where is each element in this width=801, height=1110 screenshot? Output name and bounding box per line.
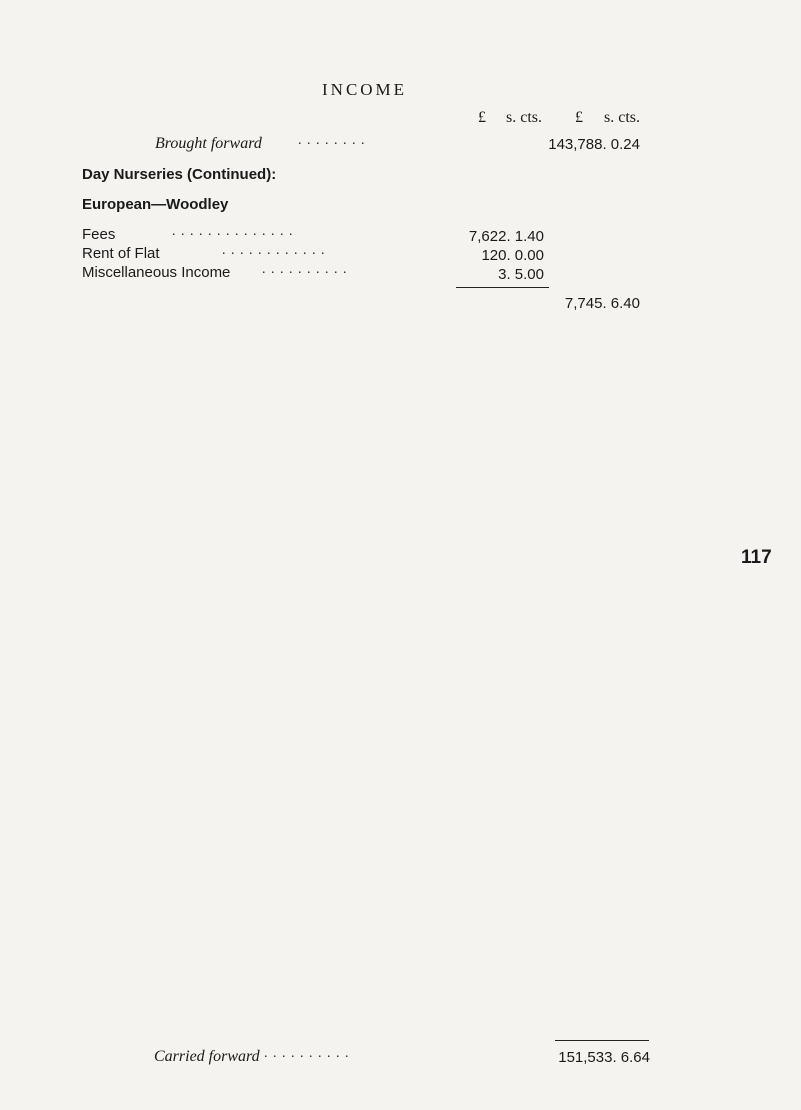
column-header-2-sub: s. cts. (604, 109, 640, 126)
carried-forward-label: Carried forward (154, 1048, 260, 1065)
column-header-2-currency: £ (575, 109, 583, 126)
row-label: Fees (82, 226, 116, 243)
row-amount: 7,622. 1.40 (468, 228, 544, 245)
row-label: Miscellaneous Income (82, 264, 231, 281)
subtotal-rule (456, 287, 549, 288)
carried-forward-total: 151,533. 6.64 (558, 1049, 650, 1066)
column-header-1-sub: s. cts. (506, 109, 542, 126)
subtotal: 7,745. 6.40 (564, 295, 640, 312)
carried-forward-dots: . . . . . . . . . . (264, 1046, 350, 1061)
brought-forward-total: 143,788. 0.24 (548, 136, 640, 153)
carried-forward-rule (555, 1040, 649, 1041)
row-label: Rent of Flat (82, 245, 160, 262)
row-amount: 3. 5.00 (498, 266, 544, 283)
section-subheading: European—Woodley (82, 196, 229, 213)
column-header-1-currency: £ (478, 109, 486, 126)
row-dots: . . . . . . . . . . . . . . (172, 224, 294, 239)
page-title: INCOME (322, 80, 408, 99)
page-number: 117 (741, 547, 772, 568)
section-heading: Day Nurseries (Continued): (82, 166, 277, 183)
brought-forward-label: Brought forward (155, 135, 262, 152)
brought-forward-dots: . . . . . . . . (298, 133, 366, 148)
row-dots: . . . . . . . . . . (262, 262, 348, 277)
row-amount: 120. 0.00 (481, 247, 544, 264)
row-dots: . . . . . . . . . . . . (222, 243, 326, 258)
